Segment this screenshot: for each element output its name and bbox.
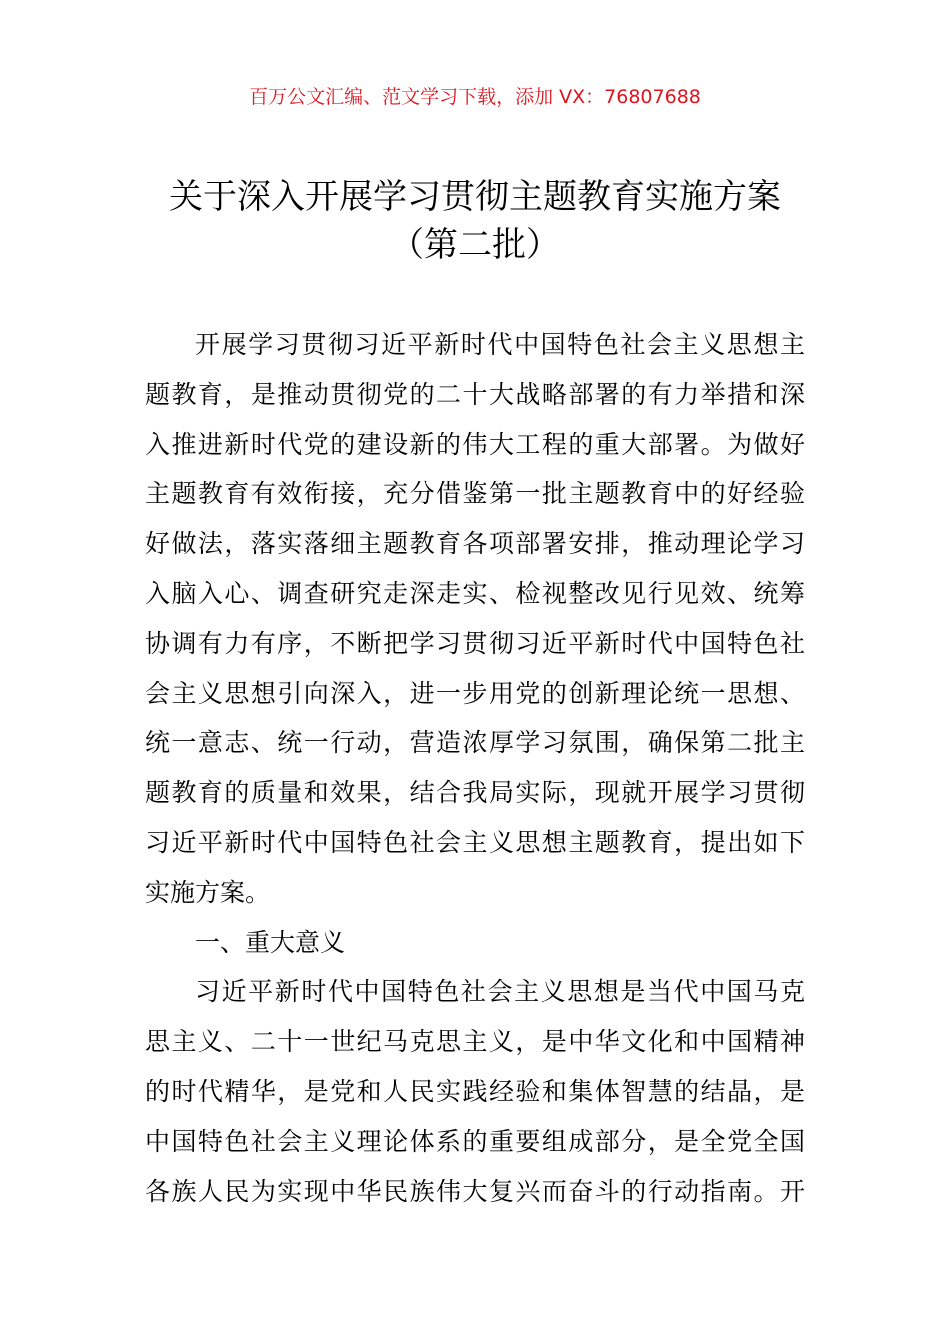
text-line: 好做法，落实落细主题教育各项部署安排，推动理论学习 bbox=[145, 529, 805, 559]
text-line: 开展学习贯彻习近平新时代中国特色社会主义思想主 bbox=[195, 330, 805, 359]
text-line: 入脑入心、调查研究走深走实、检视整改见行见效、统筹 bbox=[145, 578, 805, 608]
text-line: 实施方案。 bbox=[145, 877, 271, 907]
document-body bbox=[145, 320, 805, 1216]
text-line: 题教育，是推动贯彻党的二十大战略部署的有力举措和深 bbox=[145, 379, 805, 409]
text-line: 题教育的质量和效果，结合我局实际，现就开展学习贯彻 bbox=[145, 778, 805, 808]
text-line: 入推进新时代党的建设新的伟大工程的重大部署。为做好 bbox=[145, 429, 805, 459]
text-line: 习近平新时代中国特色社会主义思想是当代中国马克 bbox=[195, 977, 805, 1007]
text-line: 各族人民为实现中华民族伟大复兴而奋斗的行动指南。开 bbox=[145, 1176, 805, 1206]
watermark-banner: 百万公文汇编、范文学习下载，添加 VX：76807688 bbox=[249, 86, 701, 108]
text-line: 协调有力有序，不断把学习贯彻习近平新时代中国特色社 bbox=[145, 628, 805, 658]
text-line: 会主义思想引向深入，进一步用党的创新理论统一思想、 bbox=[145, 678, 805, 708]
text-line: 中国特色社会主义理论体系的重要组成部分，是全党全国 bbox=[145, 1126, 805, 1156]
text-line: 统一意志、统一行动，营造浓厚学习氛围，确保第二批主 bbox=[145, 728, 805, 758]
text-line: 的时代精华，是党和人民实践经验和集体智慧的结晶，是 bbox=[145, 1076, 805, 1106]
section-heading: 一、重大意义 bbox=[195, 927, 346, 957]
text-line: 思主义、二十一世纪马克思主义，是中华文化和中国精神 bbox=[145, 1027, 805, 1057]
document-subtitle: （第二批） bbox=[390, 225, 560, 265]
text-line: 习近平新时代中国特色社会主义思想主题教育，提出如下 bbox=[145, 827, 805, 857]
text-line: 主题教育有效衔接，充分借鉴第一批主题教育中的好经验 bbox=[145, 479, 805, 509]
document-title: 关于深入开展学习贯彻主题教育实施方案 bbox=[169, 177, 781, 217]
